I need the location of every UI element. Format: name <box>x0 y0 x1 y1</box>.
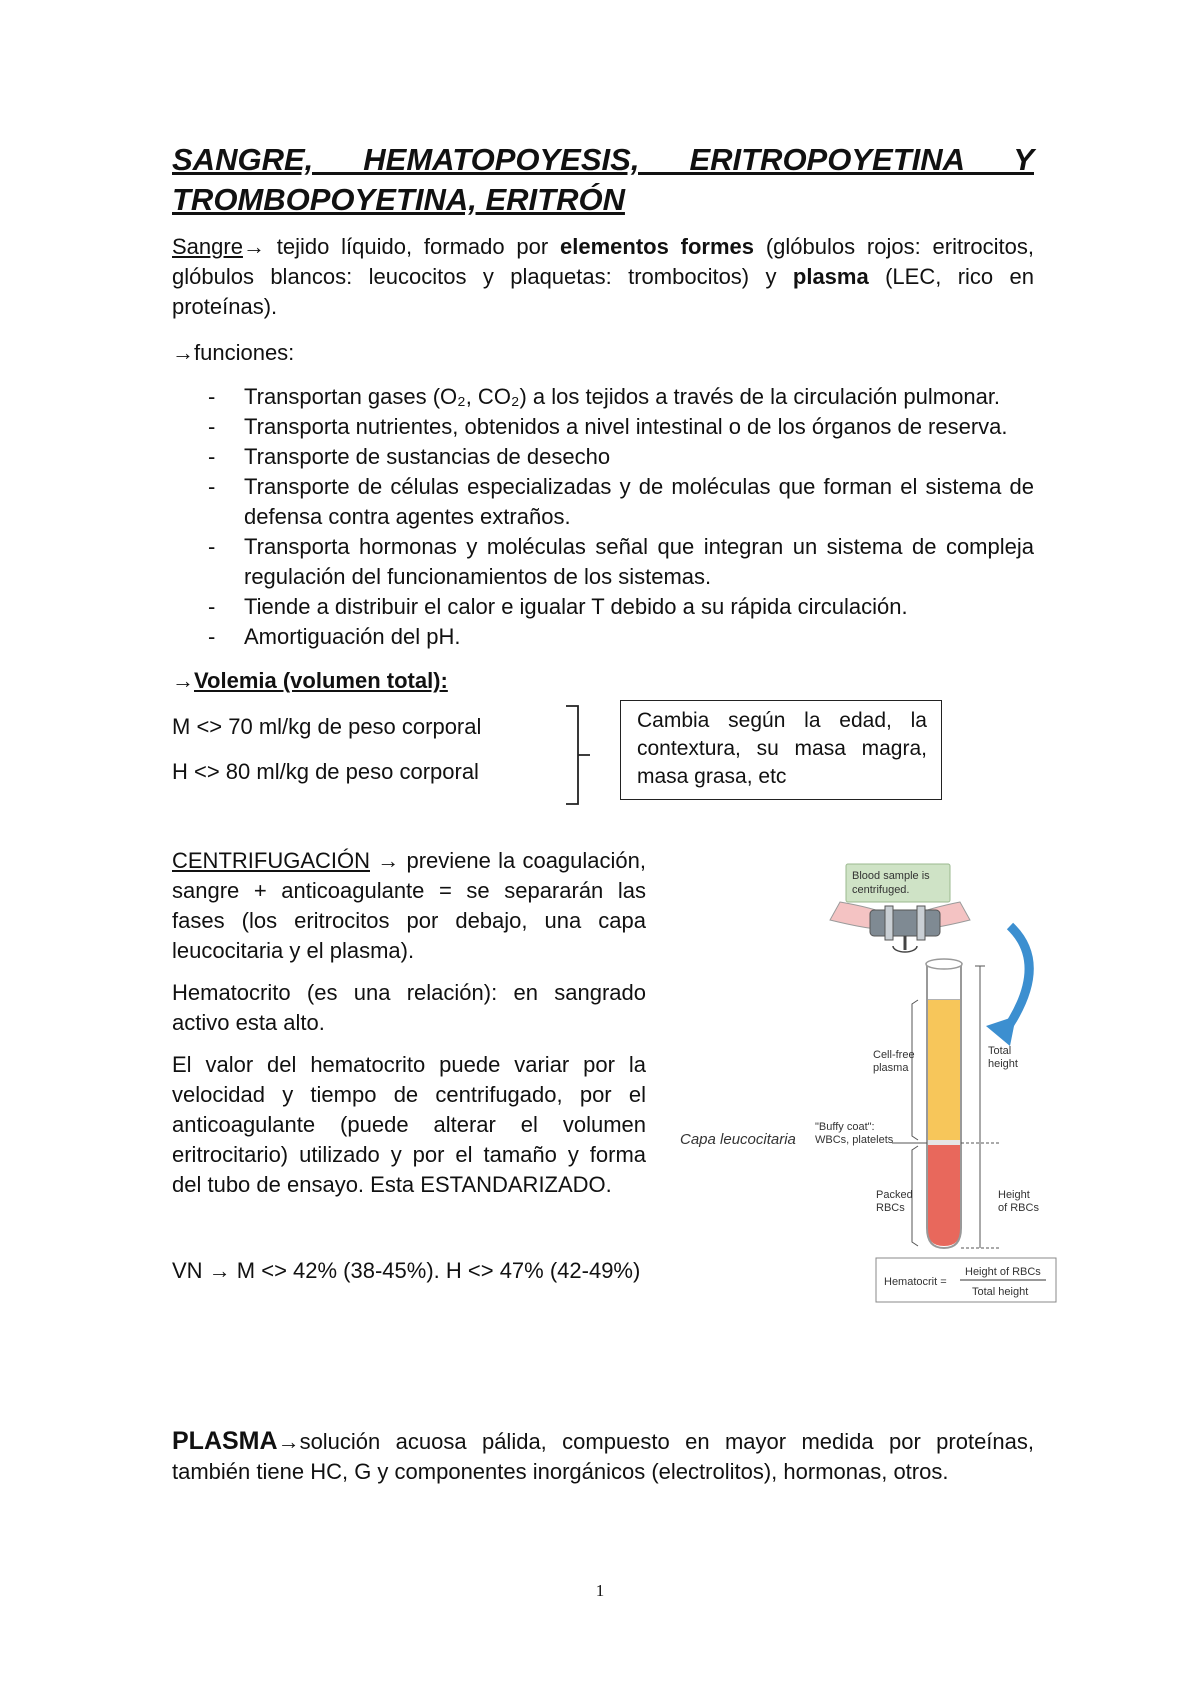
arrow-icon: → <box>242 234 265 259</box>
buffy-coat-layer <box>927 1140 961 1145</box>
functions-heading: →funciones: <box>172 340 295 365</box>
centrifugation-desc: → previene la coagulación, sangre + anticoagulante = se separarán las fases (los eritrocitos por debajo, una capa leucocitaria y el plasma). <box>172 848 646 963</box>
plasma-paragraph <box>172 1426 1034 1487</box>
volemia-female: H <> 80 ml/kg de peso corporal <box>172 759 479 784</box>
list-item: - Transporta nutrientes, obtenidos a nivel intestinal o de los órganos de reserva. <box>172 412 1034 442</box>
figure-packed-2: RBCs <box>876 1202 905 1214</box>
title-line-2: TROMBOPOYETINA, ERITRÓN <box>172 182 625 217</box>
figure-packed-1: Packed <box>876 1189 913 1201</box>
intro-paragraph <box>172 232 1034 322</box>
volemia-title: Volemia (volumen total): <box>194 668 448 693</box>
page-number: 1 <box>595 1581 605 1600</box>
intro-bold-1: elementos formes <box>560 234 755 259</box>
figure-height-rbc-2: of RBCs <box>998 1202 1039 1214</box>
figure-sample-label-1: Blood sample is <box>852 870 930 882</box>
centrifugation-section <box>172 846 1041 1412</box>
intro-bold-2: plasma <box>792 264 869 289</box>
functions-list <box>172 382 1034 652</box>
dash-icon: - <box>208 414 216 439</box>
list-item: - Transportan gases (O₂, CO₂) a los tejidos a través de la circulación pulmonar. <box>172 382 1034 412</box>
dash-icon: - <box>208 624 216 649</box>
rbc-layer <box>927 1145 961 1246</box>
formula-denominator: Total height <box>972 1286 1029 1298</box>
list-item: - Transporte de células especializadas y de moléculas que forman el sistema de defensa contra agentes extraños. <box>208 474 1034 529</box>
page-content <box>172 140 1041 1487</box>
dash-icon: - <box>208 444 216 469</box>
list-item: - Transporte de sustancias de desecho <box>172 442 1034 472</box>
hematocrit-figure <box>680 846 1100 1326</box>
volemia-male: M <> 70 ml/kg de peso corporal <box>172 714 482 739</box>
dash-icon: - <box>208 534 216 559</box>
intro-text-2: (glóbulos rojos: eritrocitos, glóbulos blancos: leucocitos y plaquetas: trombocitos) y <box>172 234 1034 289</box>
list-item: - Amortiguación del pH. <box>172 622 1034 652</box>
dash-icon: - <box>208 384 216 409</box>
list-item: - Tiende a distribuir el calor e igualar T debido a su rápida circulación. <box>172 592 1034 622</box>
figure-total-1: Total <box>988 1045 1012 1057</box>
normal-values: VN → M <> 42% (38-45%). H <> 47% (42-49%) <box>172 1258 641 1283</box>
test-tube <box>926 959 962 1248</box>
figure-height-rbc-1: Height <box>998 1189 1030 1201</box>
brace-icon <box>562 704 596 808</box>
plasma-text: solución acuosa pálida, compuesto en mayor medida por proteínas, también tiene HC, G y componentes inorgánicos (electrolitos), hormonas, otros. <box>172 1429 1034 1484</box>
dash-icon: - <box>208 594 216 619</box>
figure-total-2: height <box>988 1058 1018 1070</box>
formula-lhs: Hematocrit = <box>884 1276 947 1288</box>
title-line-1: SANGRE, HEMATOPOYESIS, ERITROPOYETINA Y <box>172 142 1034 177</box>
plasma-layer <box>927 1000 961 1140</box>
figure-sample-label-2: centrifuged. <box>852 884 910 896</box>
formula-numerator: Height of RBCs <box>965 1266 1041 1278</box>
dash-icon: - <box>208 474 216 499</box>
arrow-head-icon <box>986 1016 1016 1046</box>
figure-cell-free-2: plasma <box>873 1062 909 1074</box>
centrifugation-term: CENTRIFUGACIÓN <box>172 848 370 873</box>
figure-buffy-2: WBCs, platelets <box>815 1134 894 1146</box>
centrifugation-paragraph <box>172 846 646 966</box>
figure-buffy-1: "Buffy coat": <box>815 1121 875 1133</box>
hematocrit-paragraph: Hematocrito (es una relación): en sangrado activo esta alto. <box>172 980 646 1035</box>
intro-text-3: (LEC, rico en proteínas). <box>172 264 1034 319</box>
volemia-block <box>172 700 1034 818</box>
list-item: - Transporta hormonas y moléculas señal que integran un sistema de compleja regulación del funcionamientos de los sistemas. <box>208 534 1034 589</box>
volemia-note-box: Cambia según la edad, la contextura, su masa magra, masa grasa, etc <box>620 700 942 800</box>
variation-paragraph: El valor del hematocrito puede variar por la velocidad y tiempo de centrifugado, por el anticoagulante (puede alterar el volumen eritrocitario) utilizado y por el tamaño y forma del tubo de ensayo. Esta ESTANDARIZADO. <box>172 1052 646 1197</box>
intro-term: Sangre <box>172 234 243 259</box>
plasma-term: PLASMA <box>172 1427 278 1455</box>
intro-text-1: tejido líquido, formado por <box>264 234 561 259</box>
figure-cell-free-1: Cell-free <box>873 1049 915 1061</box>
figure-capa-label: Capa leucocitaria <box>680 1131 796 1148</box>
arrow-icon: → <box>172 668 194 693</box>
volemia-heading <box>172 666 1034 696</box>
hematocrit-formula <box>876 1258 1056 1302</box>
centrifugation-text <box>172 846 646 1286</box>
arrow-icon: → <box>277 1429 300 1454</box>
